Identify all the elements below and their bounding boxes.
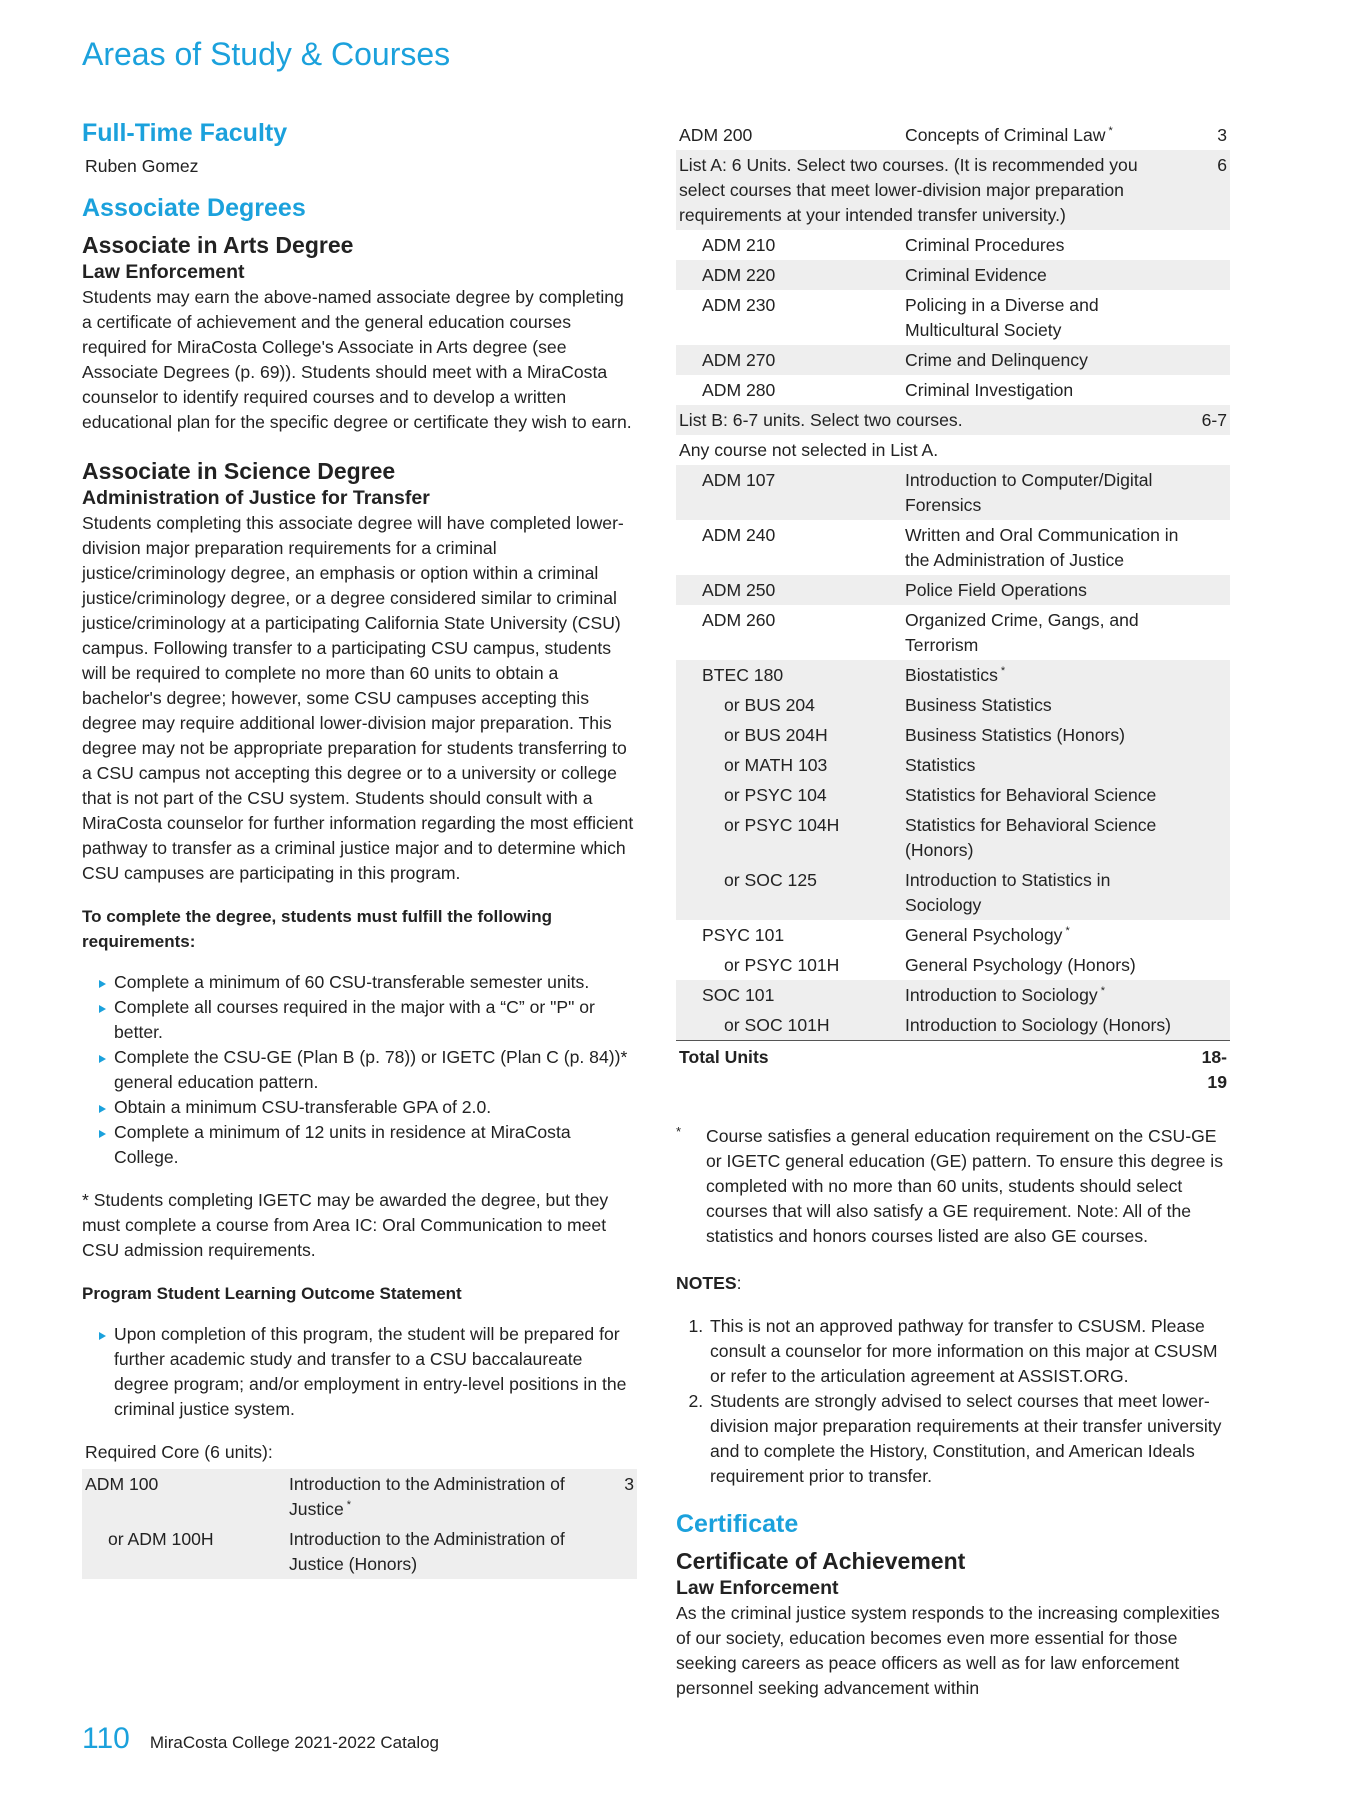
course-title-cell (902, 980, 1184, 1010)
faculty-name: Ruben Gomez (85, 156, 199, 176)
course-row (82, 1469, 637, 1524)
course-title: Introduction to Computer/Digital Forensics (905, 469, 1153, 515)
course-title-cell (902, 920, 1184, 950)
course-row (676, 810, 1230, 865)
course-units (1184, 575, 1230, 605)
ge-asterisk: * (346, 1498, 352, 1511)
course-row (676, 920, 1230, 950)
pslo-list (82, 1322, 637, 1422)
course-row (676, 980, 1230, 1010)
course-units: 6-7 (1184, 405, 1230, 435)
total-units-label: Total Units (676, 1041, 1184, 1098)
required-core-label: Required Core (6 units): (85, 1442, 273, 1462)
certificate-title: Certificate of Achievement (676, 1547, 966, 1574)
course-row (676, 575, 1230, 605)
course-units (1184, 520, 1230, 575)
course-title-cell (902, 865, 1184, 920)
course-code: ADM 260 (702, 609, 776, 630)
requirement-item: Complete all courses required in the major with a “C” or "P" or better. (114, 995, 637, 1045)
course-code: or PSYC 104H (676, 810, 902, 865)
course-row (676, 660, 1230, 690)
pslo-heading: Program Student Learning Outcome Statement (82, 1284, 462, 1303)
note-item: 2. Students are strongly advised to select courses that meet lower-division major preparation requirements at their transfer university and to complete the History, Constitution, and American Ideals requirement prior to transfer. (708, 1389, 1230, 1489)
course-code: ADM 100 (82, 1469, 286, 1524)
notes-heading: NOTES (676, 1272, 737, 1293)
course-title-cell (902, 520, 1184, 575)
ge-asterisk: * (1000, 664, 1006, 677)
page-footer (82, 1722, 439, 1756)
course-table (676, 120, 1230, 1098)
course-units (1184, 290, 1230, 345)
note-item: 1. This is not an approved pathway for transfer to CSUSM. Please consult a counselor for more information on this major at CSUSM or refer to the articulation agreement at ASSIST.ORG. (708, 1314, 1230, 1389)
course-units (1184, 780, 1230, 810)
faculty-heading: Full-Time Faculty (82, 119, 288, 147)
course-units (1184, 810, 1230, 865)
course-row (82, 1524, 637, 1579)
course-code: PSYC 101 (702, 924, 785, 945)
course-code: ADM 200 (679, 124, 753, 145)
course-row (676, 950, 1230, 980)
left-column (82, 118, 637, 1579)
course-units: 6 (1184, 150, 1230, 230)
course-title: Concepts of Criminal Law (905, 124, 1106, 145)
core-course-table (82, 1469, 637, 1579)
ge-asterisk: * (1108, 124, 1113, 137)
course-title-cell (902, 1010, 1184, 1041)
course-units (1184, 750, 1230, 780)
course-code: BTEC 180 (676, 660, 902, 690)
course-units (591, 1524, 637, 1579)
requirements-list (82, 970, 637, 1170)
course-code: or BUS 204 (676, 690, 902, 720)
course-code: ADM 210 (702, 234, 776, 255)
course-row (676, 120, 1230, 150)
course-units (1184, 950, 1230, 980)
course-units (1184, 920, 1230, 950)
course-title: Written and Oral Communication in the Administration of Justice (905, 524, 1179, 570)
aa-degree-title: Associate in Arts Degree (82, 232, 354, 258)
notes-list (676, 1314, 1230, 1489)
course-code: or PSYC 104 (676, 780, 902, 810)
course-units (1184, 435, 1230, 465)
course-units (1184, 1010, 1230, 1041)
catalog-title: MiraCosta College 2021-2022 Catalog (149, 1733, 440, 1752)
course-row (676, 290, 1230, 345)
star-mark: * (676, 1123, 682, 1139)
course-row (676, 690, 1230, 720)
list-instruction: List B: 6-7 units. Select two courses. (676, 405, 1184, 435)
course-code: ADM 270 (676, 345, 902, 375)
course-code: or ADM 100H (82, 1524, 286, 1579)
page-title: Areas of Study & Courses (82, 36, 451, 72)
course-title-cell (902, 660, 1184, 690)
course-title: Criminal Evidence (905, 264, 1047, 285)
course-title-cell (902, 575, 1184, 605)
course-title: Introduction to the Administration of Justice (Honors) (289, 1528, 565, 1574)
requirement-item: Complete a minimum of 12 units in residence at MiraCosta College. (114, 1120, 637, 1170)
course-units (1184, 260, 1230, 290)
course-units (1184, 690, 1230, 720)
course-title-cell (902, 950, 1184, 980)
requirement-item: Complete the CSU-GE (Plan B (p. 78)) or IGETC (Plan C (p. 84))* general education pattern. (114, 1045, 637, 1095)
course-title: Statistics for Behavioral Science (Honors) (905, 814, 1157, 860)
course-units (1184, 230, 1230, 260)
course-table-note-row (676, 435, 1230, 465)
list-instruction: List A: 6 Units. Select two courses. (It is recommended you select courses that meet lower-division major preparation requirements at your intended transfer university.) (676, 150, 1184, 230)
course-title-cell (902, 690, 1184, 720)
course-code: ADM 220 (676, 260, 902, 290)
course-title: Introduction to the Administration of Justice (289, 1473, 565, 1519)
course-table-note-row (676, 150, 1230, 230)
course-title: Statistics for Behavioral Science (905, 784, 1157, 805)
course-title-cell (902, 465, 1184, 520)
course-code: or SOC 125 (676, 865, 902, 920)
course-row (676, 605, 1230, 660)
course-title: Introduction to Sociology (905, 984, 1098, 1005)
course-title-cell (902, 230, 1184, 260)
course-code: or PSYC 101H (724, 954, 840, 975)
course-title: Criminal Investigation (905, 379, 1074, 400)
course-title-cell (902, 750, 1184, 780)
course-units (1184, 660, 1230, 690)
course-code: ADM 280 (702, 379, 776, 400)
course-title: Introduction to Sociology (Honors) (905, 1014, 1171, 1035)
course-title: Criminal Procedures (905, 234, 1065, 255)
course-units (1184, 720, 1230, 750)
course-units (1184, 345, 1230, 375)
course-title-cell (902, 810, 1184, 865)
course-title: General Psychology (Honors) (905, 954, 1136, 975)
course-title-cell (902, 290, 1184, 345)
course-title-cell (902, 605, 1184, 660)
right-column (676, 120, 1230, 1701)
aa-degree-text: Students may earn the above-named associate degree by completing a certificate of achievement and the general education courses required for MiraCosta College's Associate in Arts degree (see Associate Degrees (p. 69)). Students should meet with a MiraCosta counselor to identify required courses and to develop a written educational plan for the specific degree or certificate they wish to earn. (82, 287, 632, 432)
course-code: or MATH 103 (676, 750, 902, 780)
course-title: Introduction to Statistics in Sociology (905, 869, 1111, 915)
certificate-subtitle: Law Enforcement (676, 1576, 839, 1599)
course-table-note-row (676, 405, 1230, 435)
course-title-cell (286, 1469, 591, 1524)
course-title-cell (902, 720, 1184, 750)
course-row (676, 520, 1230, 575)
course-row (676, 780, 1230, 810)
pslo-item: Upon completion of this program, the student will be prepared for further academic study and transfer to a CSU baccalaureate degree program; and/or employment in entry-level positions in the criminal justice system. (114, 1322, 637, 1422)
course-row (676, 720, 1230, 750)
course-title: Biostatistics (905, 664, 998, 685)
igetc-footnote: * Students completing IGETC may be awarded the degree, but they must complete a course from Area IC: Oral Communication to meet CSU admission requirements. (82, 1190, 609, 1260)
list-instruction: Any course not selected in List A. (679, 439, 939, 460)
total-units-value: 18-19 (1184, 1041, 1230, 1098)
as-degree-title: Associate in Science Degree (82, 458, 396, 484)
course-title: Crime and Delinquency (905, 349, 1088, 370)
star-footnote (676, 1124, 1230, 1249)
course-row (676, 1010, 1230, 1041)
course-code: ADM 250 (676, 575, 902, 605)
course-row (676, 465, 1230, 520)
course-title: Organized Crime, Gangs, and Terrorism (905, 609, 1139, 655)
as-degree-subtitle: Administration of Justice for Transfer (82, 487, 430, 509)
associate-degrees-heading: Associate Degrees (82, 194, 306, 222)
certificate-text: As the criminal justice system responds to the increasing complexities of our society, education becomes even more essential for those seeking careers as peace officers as well as for law enforcement personnel seeking advancement within (676, 1602, 1220, 1698)
course-row (676, 260, 1230, 290)
page-number: 110 (82, 1722, 130, 1755)
course-title: Police Field Operations (905, 579, 1087, 600)
course-title-cell (902, 260, 1184, 290)
course-row (676, 375, 1230, 405)
course-units (1184, 465, 1230, 520)
course-row (676, 750, 1230, 780)
course-title: Business Statistics (905, 694, 1052, 715)
course-units (1184, 980, 1230, 1010)
course-units: 3 (1217, 124, 1227, 145)
ge-asterisk: * (1100, 984, 1105, 997)
course-code: ADM 107 (676, 465, 902, 520)
course-title: Business Statistics (Honors) (905, 724, 1125, 745)
course-title-cell (902, 345, 1184, 375)
course-units (1184, 375, 1230, 405)
course-title-cell (902, 120, 1184, 150)
certificate-heading: Certificate (676, 1509, 799, 1538)
course-row (676, 230, 1230, 260)
course-title-cell (286, 1524, 591, 1579)
as-degree-text: Students completing this associate degree will have completed lower-division major preparation requirements for a criminal justice/criminology degree, an emphasis or option within a criminal justice/criminology degree, or a degree considered similar to criminal justice/criminology at a participating California State University (CSU) campus. Following transfer to a participating CSU campus, students will be required to complete no more than 60 units to obtain a bachelor's degree; however, some CSU campuses accepting this degree may require additional lower-division major preparation. This degree may not be appropriate preparation for students transferring to a CSU campus not accepting this degree or to a university or college that is not part of the CSU system. Students should consult with a MiraCosta counselor for further information regarding the most efficient pathway to transfer as a criminal justice major and to determine which CSU campuses are participating in this program. (82, 513, 634, 883)
course-title: General Psychology (905, 924, 1063, 945)
course-code: or SOC 101H (676, 1010, 902, 1041)
course-title-cell (902, 375, 1184, 405)
course-units: 3 (591, 1469, 637, 1524)
star-footnote-text: Course satisfies a general education requirement on the CSU-GE or IGETC general education (GE) pattern. To ensure this degree is completed with no more than 60 units, students should select courses that will also satisfy a GE requirement. Note: All of the statistics and honors courses listed are also GE courses. (706, 1125, 1224, 1246)
course-units (1184, 605, 1230, 660)
course-code: SOC 101 (676, 980, 902, 1010)
course-code: ADM 240 (702, 524, 776, 545)
course-title: Statistics (905, 754, 976, 775)
aa-degree-subtitle: Law Enforcement (82, 261, 245, 283)
total-units-row (676, 1041, 1230, 1098)
course-code: or BUS 204H (676, 720, 902, 750)
requirements-heading: To complete the degree, students must fulfill the following requirements: (82, 907, 553, 951)
course-title-cell (902, 780, 1184, 810)
notes-colon: : (736, 1272, 742, 1293)
course-row (676, 345, 1230, 375)
course-title: Policing in a Diverse and Multicultural Society (905, 294, 1099, 340)
course-code: ADM 230 (702, 294, 776, 315)
requirement-item: Complete a minimum of 60 CSU-transferable semester units. (114, 970, 637, 995)
requirement-item: Obtain a minimum CSU-transferable GPA of 2.0. (114, 1095, 637, 1120)
course-row (676, 865, 1230, 920)
course-units (1184, 865, 1230, 920)
ge-asterisk: * (1065, 924, 1070, 937)
